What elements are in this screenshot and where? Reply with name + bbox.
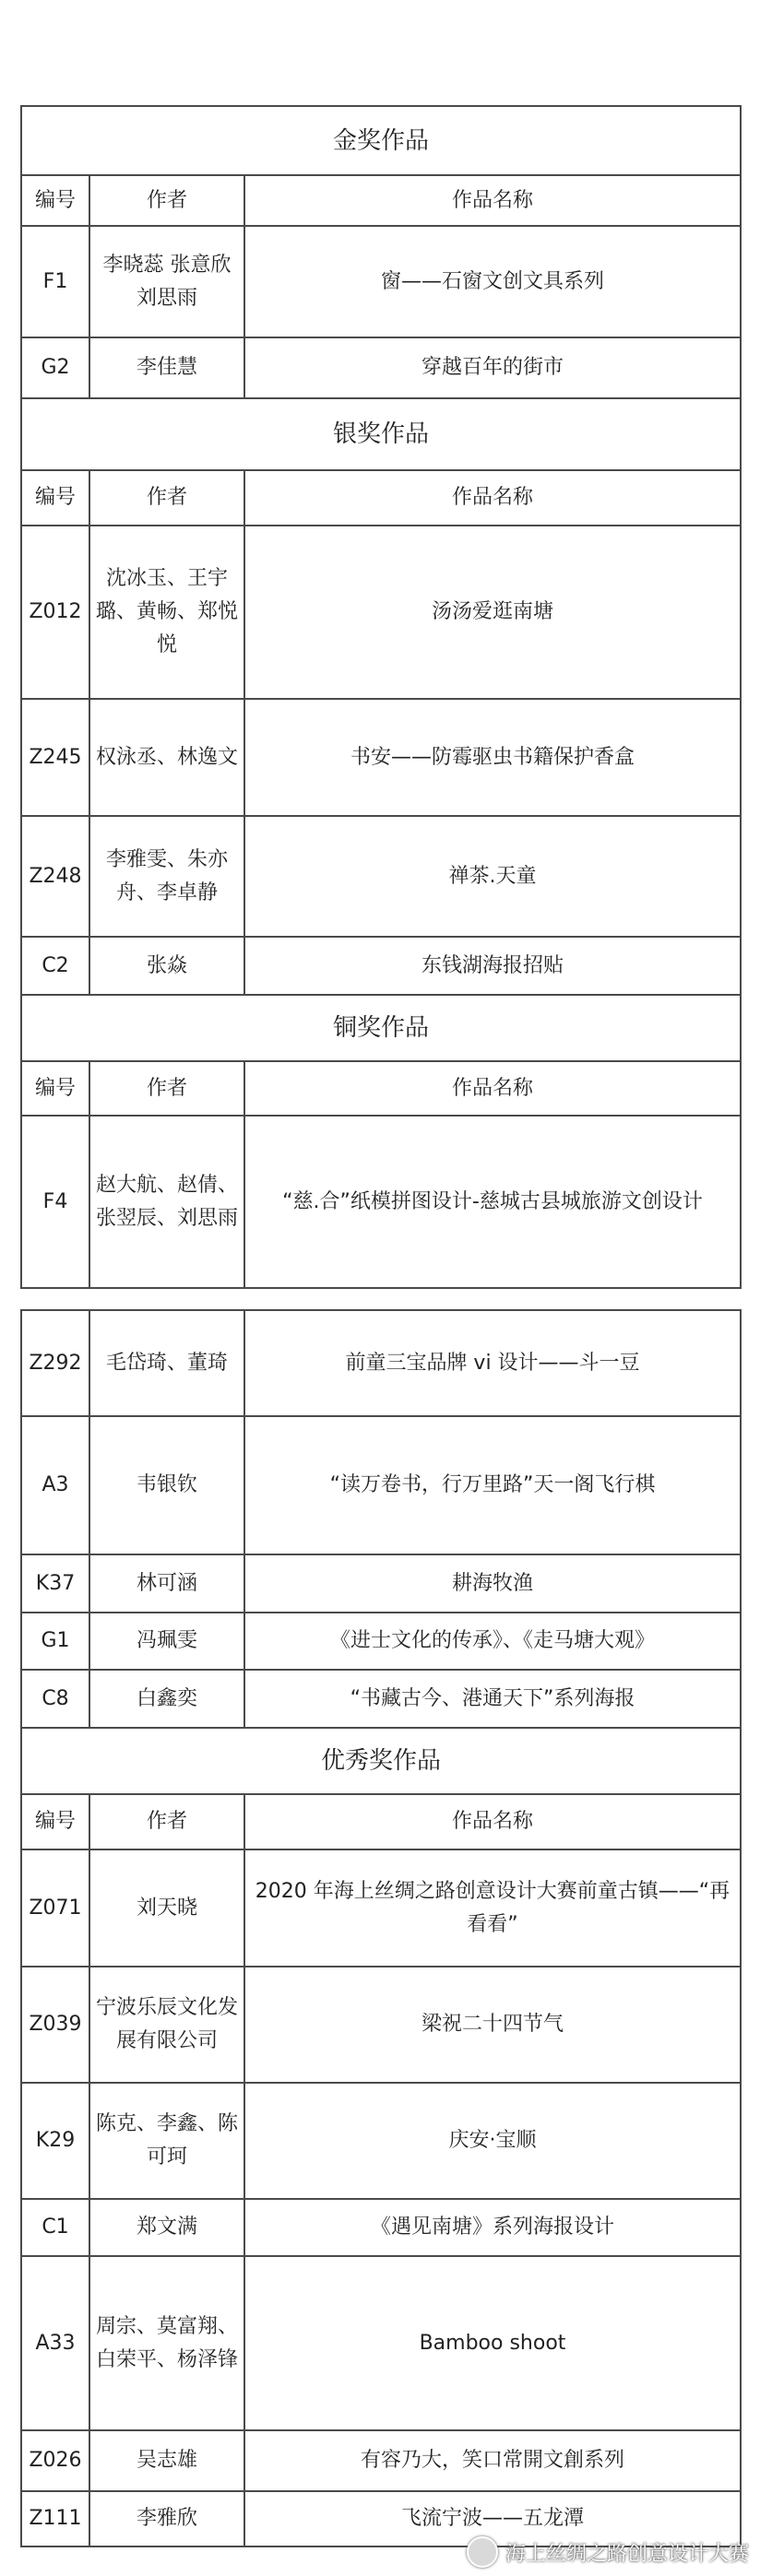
entry-author: 李晓蕊 张意欣刘思雨 <box>89 226 244 337</box>
entry-id: C8 <box>21 1670 89 1728</box>
header-author: 作者 <box>89 470 244 526</box>
entry-work: 有容乃大，笑口常開文創系列 <box>244 2430 741 2491</box>
header-row <box>21 175 741 226</box>
entry-author: 宁波乐辰文化发展有限公司 <box>89 1967 244 2083</box>
table-row <box>21 937 741 995</box>
entry-author: 沈冰玉、王宇璐、黄畅、郑悦悦 <box>89 526 244 699</box>
entry-author: 李雅欣 <box>89 2491 244 2546</box>
entry-id: G1 <box>21 1613 89 1670</box>
entry-work: “慈.合”纸模拼图设计-慈城古县城旅游文创设计 <box>244 1116 741 1288</box>
wechat-logo-icon <box>467 2536 498 2568</box>
entry-work: 东钱湖海报招贴 <box>244 937 741 995</box>
entry-work: 《遇见南塘》系列海报设计 <box>244 2199 741 2256</box>
header-row <box>21 1794 741 1849</box>
entry-id: Z248 <box>21 816 89 937</box>
entry-author: 吴志雄 <box>89 2430 244 2491</box>
entry-author: 刘天晓 <box>89 1849 244 1967</box>
header-id: 编号 <box>21 470 89 526</box>
entry-author: 李雅雯、朱亦舟、李卓静 <box>89 816 244 937</box>
header-author: 作者 <box>89 1061 244 1116</box>
entry-id: C1 <box>21 2199 89 2256</box>
entry-work: 2020 年海上丝绸之路创意设计大赛前童古镇——“再看看” <box>244 1849 741 1967</box>
entry-work: 前童三宝品牌 vi 设计——斗一豆 <box>244 1310 741 1416</box>
entry-work: 禅茶.天童 <box>244 816 741 937</box>
entry-author: 林可涵 <box>89 1554 244 1613</box>
header-work: 作品名称 <box>244 175 741 226</box>
table-row <box>21 1310 741 1416</box>
awards-table-part-2 <box>20 1309 742 2547</box>
table-row <box>21 226 741 337</box>
table-row <box>21 1967 741 2083</box>
entry-id: Z292 <box>21 1310 89 1416</box>
table-row <box>21 2199 741 2256</box>
table-row <box>21 1613 741 1670</box>
entry-id: F1 <box>21 226 89 337</box>
table-row <box>21 1116 741 1288</box>
awards-table-part-1 <box>20 105 742 1289</box>
header-author: 作者 <box>89 175 244 226</box>
entry-work: 《进士文化的传承》、《走马塘大观》 <box>244 1613 741 1670</box>
watermark-text: 海上丝绸之路创意设计大赛 <box>505 2542 749 2566</box>
entry-work: 耕海牧渔 <box>244 1554 741 1613</box>
table-row <box>21 1554 741 1613</box>
header-row <box>21 1061 741 1116</box>
table-row <box>21 816 741 937</box>
entry-author: 李佳慧 <box>89 337 244 398</box>
entry-id: K37 <box>21 1554 89 1613</box>
header-work: 作品名称 <box>244 470 741 526</box>
entry-author: 冯珮雯 <box>89 1613 244 1670</box>
entry-id: G2 <box>21 337 89 398</box>
entry-author: 赵大航、赵倩、张翌辰、刘思雨 <box>89 1116 244 1288</box>
table-row <box>21 1670 741 1728</box>
entry-work: 汤汤爱逛南塘 <box>244 526 741 699</box>
header-id: 编号 <box>21 1794 89 1849</box>
header-work: 作品名称 <box>244 1794 741 1849</box>
silver-section-title-row <box>21 398 741 470</box>
header-id: 编号 <box>21 175 89 226</box>
table-row <box>21 526 741 699</box>
entry-id: K29 <box>21 2083 89 2199</box>
entry-work: 窗——石窗文创文具系列 <box>244 226 741 337</box>
entry-id: Z012 <box>21 526 89 699</box>
header-author: 作者 <box>89 1794 244 1849</box>
table-row <box>21 699 741 816</box>
entry-author: 张焱 <box>89 937 244 995</box>
table-row <box>21 1416 741 1554</box>
entry-work: 飞流宁波——五龙潭 <box>244 2491 741 2546</box>
header-work: 作品名称 <box>244 1061 741 1116</box>
table-row <box>21 2083 741 2199</box>
entry-author: 周宗、莫富翔、白荣平、杨泽锋 <box>89 2256 244 2430</box>
entry-id: Z039 <box>21 1967 89 2083</box>
entry-author: 权泳丞、林逸文 <box>89 699 244 816</box>
entry-id: A3 <box>21 1416 89 1554</box>
entry-id: Z026 <box>21 2430 89 2491</box>
excellent-section-title: 优秀奖作品 <box>21 1728 741 1794</box>
entry-author: 韦银钦 <box>89 1416 244 1554</box>
entry-work: 穿越百年的街市 <box>244 337 741 398</box>
entry-id: C2 <box>21 937 89 995</box>
entry-work: 梁祝二十四节气 <box>244 1967 741 2083</box>
entry-work: “书藏古今、港通天下”系列海报 <box>244 1670 741 1728</box>
watermark <box>467 2534 749 2570</box>
excellent-section-title-row <box>21 1728 741 1794</box>
bronze-section-title-row <box>21 995 741 1061</box>
entry-author: 郑文满 <box>89 2199 244 2256</box>
table-row <box>21 2430 741 2491</box>
header-id: 编号 <box>21 1061 89 1116</box>
entry-id: F4 <box>21 1116 89 1288</box>
entry-work: Bamboo shoot <box>244 2256 741 2430</box>
entry-work: 书安——防霉驱虫书籍保护香盒 <box>244 699 741 816</box>
entry-author: 陈克、李鑫、陈可珂 <box>89 2083 244 2199</box>
header-row <box>21 470 741 526</box>
entry-id: Z071 <box>21 1849 89 1967</box>
entry-author: 白鑫奕 <box>89 1670 244 1728</box>
entry-id: Z245 <box>21 699 89 816</box>
table-row <box>21 2256 741 2430</box>
silver-section-title: 银奖作品 <box>21 398 741 470</box>
bronze-section-title: 铜奖作品 <box>21 995 741 1061</box>
gold-section-title: 金奖作品 <box>21 106 741 175</box>
table-row <box>21 1849 741 1967</box>
entry-author: 毛岱琦、董琦 <box>89 1310 244 1416</box>
table-row <box>21 337 741 398</box>
gold-section-title-row <box>21 106 741 175</box>
entry-id: Z111 <box>21 2491 89 2546</box>
entry-id: A33 <box>21 2256 89 2430</box>
entry-work: 庆安·宝顺 <box>244 2083 741 2199</box>
entry-work: “读万卷书，行万里路”天一阁飞行棋 <box>244 1416 741 1554</box>
